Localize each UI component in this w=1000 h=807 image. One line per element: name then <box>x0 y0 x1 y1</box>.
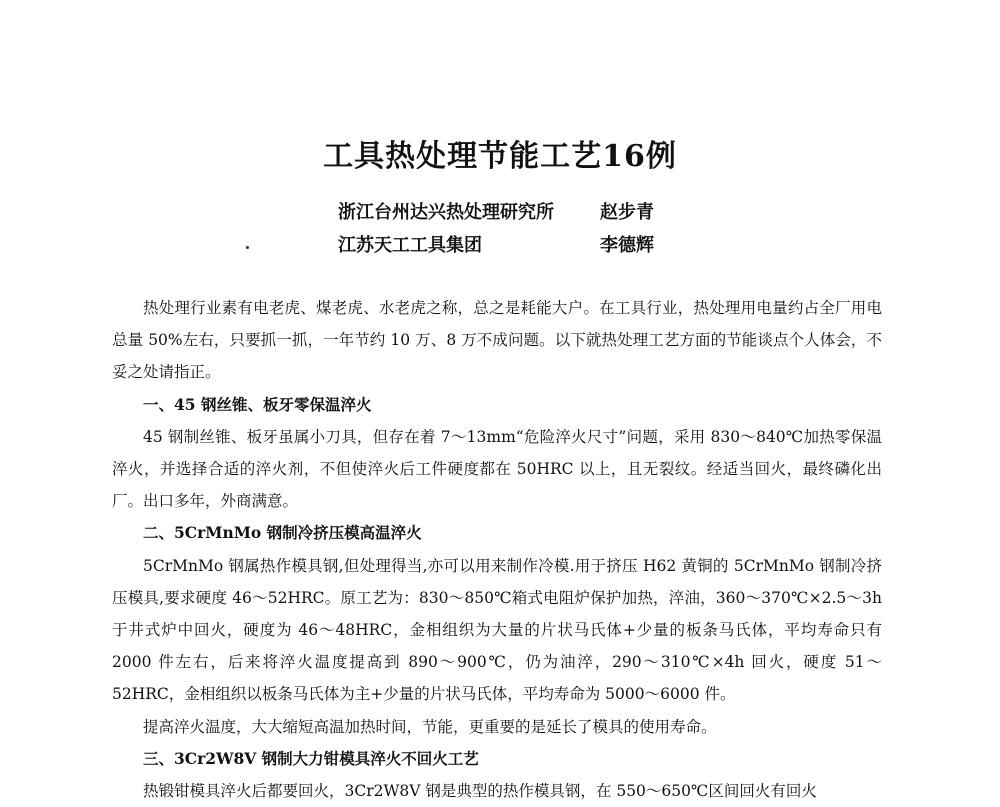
section-paragraph: 5CrMnMo 钢属热作模具钢,但处理得当,亦可以用来制作冷模.用于挤压 H62 黄铜的 5CrMnMo 钢制冷挤压模具,要求硬度 46～52HRC。原工艺为：830～850℃箱式电阻炉保护加热，淬油，360～370℃×2.5～3h 于井式炉中回火，硬度为 46～48HRC，金相组织为大量的片状马氏体+少量的板条马氏体，平均寿命只有 2000 件左右，后来将淬火温度提高到 890～900℃，仍为油淬，290～310℃×4h 回火，硬度 51～52HRC，金相组织以板条马氏体为主+少量的片状马氏体，平均寿命为 5000～6000 件。 <box>112 556 882 704</box>
intro-paragraph: 热处理行业素有电老虎、煤老虎、水老虎之称，总之是耗能大户。在工具行业，热处理用电量约占全厂用电总量 50%左右，只要抓一抓，一年节约 10 万、8 万不成问题。以下就热处理工艺方面的节能谈点个人体会，不妥之处请指正。 <box>112 299 882 382</box>
section-heading: 一、45 钢丝锥、板牙零保温淬火 <box>143 394 372 414</box>
author-affiliation: 浙江台州达兴热处理研究所 <box>338 202 554 223</box>
section-paragraph: 45 钢制丝锥、板牙虽属小刀具，但存在着 7～13mm“危险淬火尺寸”问题，采用 830～840℃加热零保温淬火，并选择合适的淬火剂，不但使淬火后工件硬度都在 50HRC 以上，且无裂纹。经适当回火，最终磷化出厂。出口多年，外商满意。 <box>112 427 882 511</box>
section-paragraph: 提高淬火温度，大大缩短高温加热时间，节能，更重要的是延长了模具的使用寿命。 <box>143 717 717 736</box>
article-body <box>112 292 882 807</box>
author-name: 李德辉 <box>600 235 654 256</box>
section-heading: 二、5CrMnMo 钢制冷挤压模高温淬火 <box>143 523 422 543</box>
document-title: 工具热处理节能工艺16例 <box>323 139 677 174</box>
author-affiliation: 江苏天工工具集团 <box>338 235 482 256</box>
author-row-2 <box>338 234 654 258</box>
author-name: 赵步青 <box>600 202 654 223</box>
section-heading: 三、3Cr2W8V 钢制大力钳模具淬火不回火工艺 <box>143 748 479 768</box>
author-row-1 <box>338 201 654 225</box>
section-paragraph: 热锻钳模具淬火后都要回火，3Cr2W8V 钢是典型的热作模具钢，在 550～650℃区间回火有回火 <box>143 782 817 801</box>
scan-speck <box>246 246 249 249</box>
